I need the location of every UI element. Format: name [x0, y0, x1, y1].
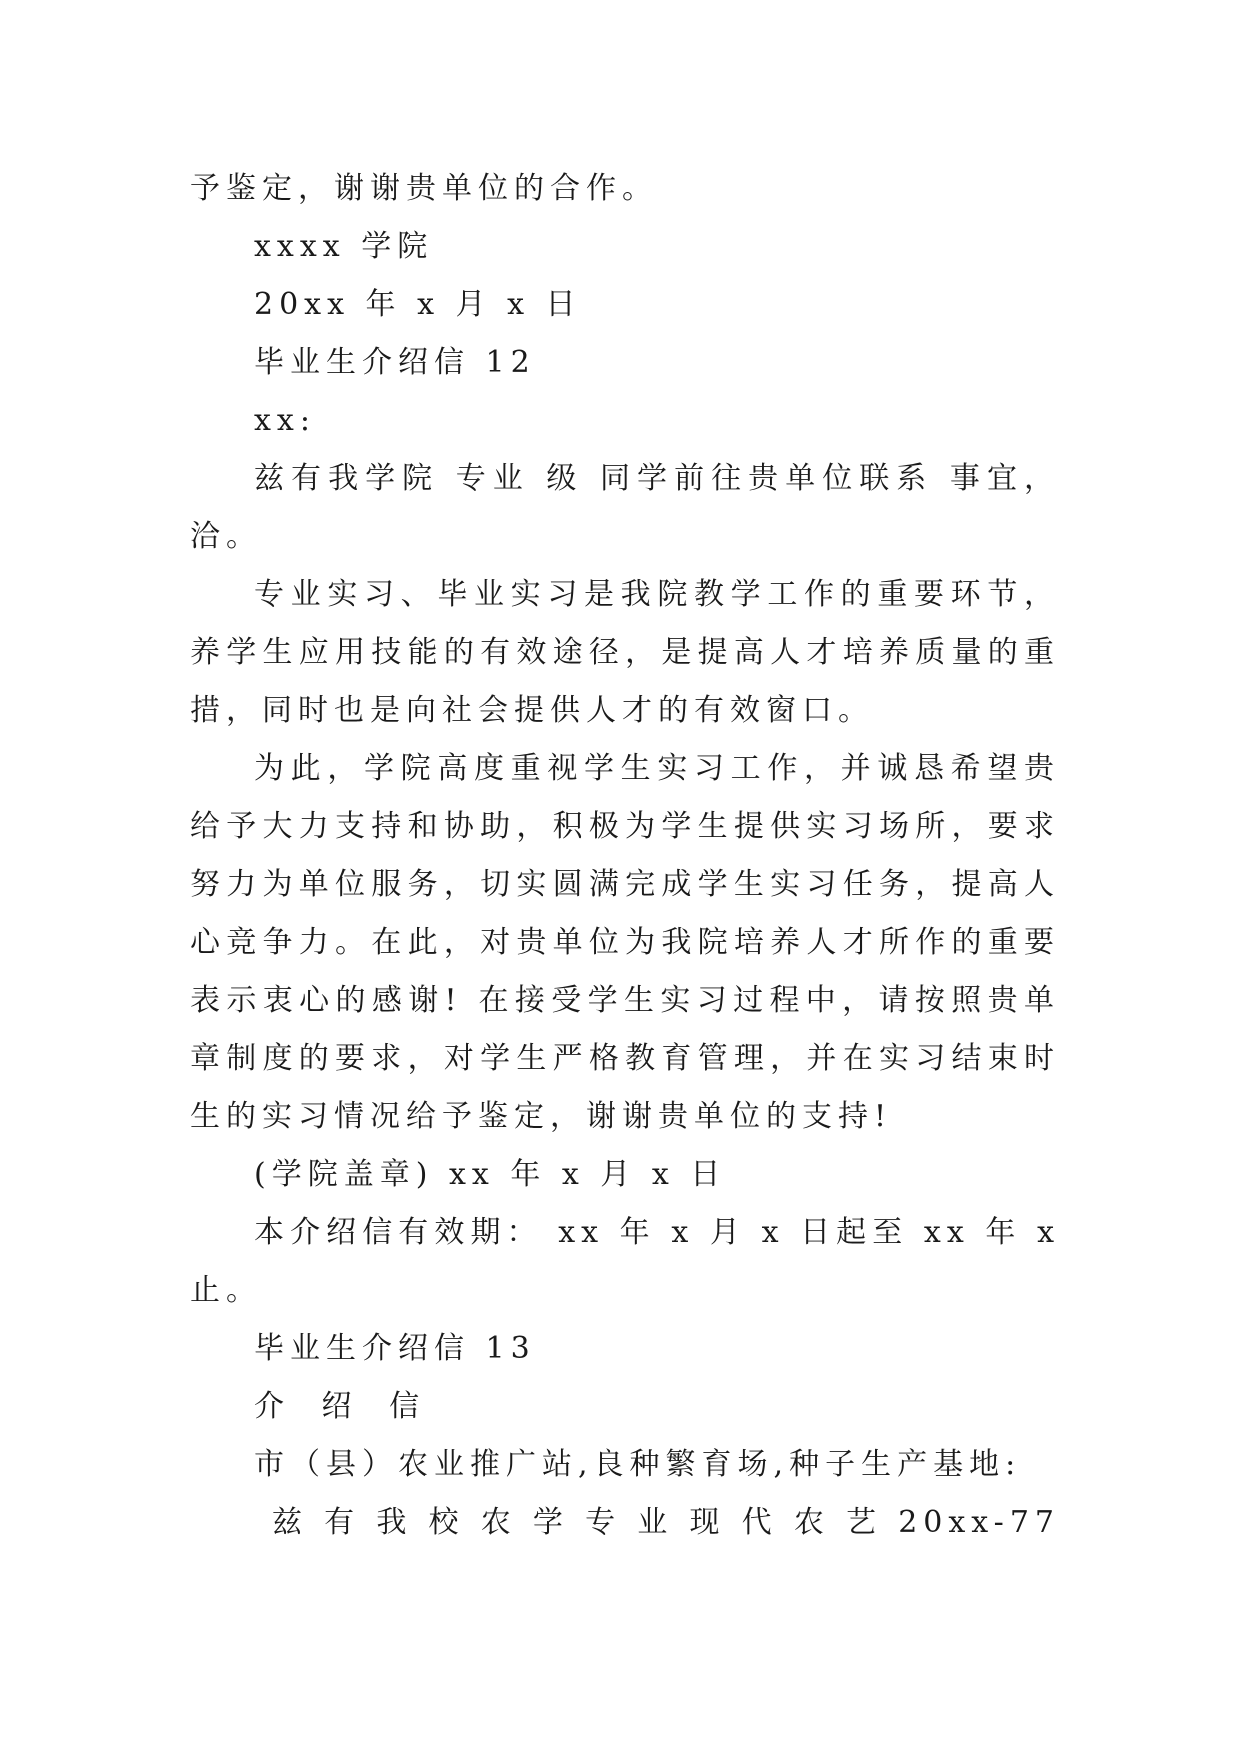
- text-line: 兹有我学院 专业 级 同学前往贵单位联系 事宜，: [254, 461, 1060, 496]
- text-line: xxxx 学院: [254, 229, 434, 264]
- letter-title: 介 绍 信: [254, 1389, 434, 1424]
- text-line: 努力为单位服务，切实圆满完成学生实习任务，提高人: [190, 867, 1060, 902]
- text-line: 本介绍信有效期： xx 年 x 月 x 日起至 xx 年 x: [254, 1215, 1060, 1250]
- text-line: 予鉴定，谢谢贵单位的合作。: [190, 171, 658, 206]
- text-line: 养学生应用技能的有效途径，是提高人才培养质量的重: [190, 635, 1060, 670]
- text-line: 生的实习情况给予鉴定，谢谢贵单位的支持!: [190, 1099, 893, 1134]
- text-line: 20xx 年 x 月 x 日: [254, 287, 582, 322]
- text-line: 表示衷心的感谢! 在接受学生实习过程中，请按照贵单: [190, 983, 1060, 1018]
- text-line: 为此，学院高度重视学生实习工作，并诚恳希望贵: [254, 751, 1060, 786]
- section-heading: 毕业生介绍信 12: [254, 345, 536, 380]
- text-line: 市（县）农业推广站,良种繁育场,种子生产基地:: [254, 1447, 1022, 1482]
- document-body: [190, 160, 1060, 1552]
- text-line: 章制度的要求，对学生严格教育管理，并在实习结束时: [190, 1041, 1060, 1076]
- text-line: 给予大力支持和协助，积极为学生提供实习场所，要求: [190, 809, 1060, 844]
- text-line: 洽。: [190, 519, 262, 554]
- text-line: xx:: [254, 403, 316, 438]
- text-line: 止。: [190, 1273, 262, 1308]
- text-line: 专业实习、毕业实习是我院教学工作的重要环节，: [254, 577, 1060, 612]
- section-heading: 毕业生介绍信 13: [254, 1331, 536, 1366]
- text-line: (学院盖章) xx 年 x 月 x 日: [254, 1157, 727, 1192]
- text-line: 兹 有 我 校 农 学 专 业 现 代 农 艺 20xx-77: [272, 1505, 1060, 1540]
- text-line: 措，同时也是向社会提供人才的有效窗口。: [190, 693, 874, 728]
- text-line: 心竞争力。在此，对贵单位为我院培养人才所作的重要: [190, 925, 1060, 960]
